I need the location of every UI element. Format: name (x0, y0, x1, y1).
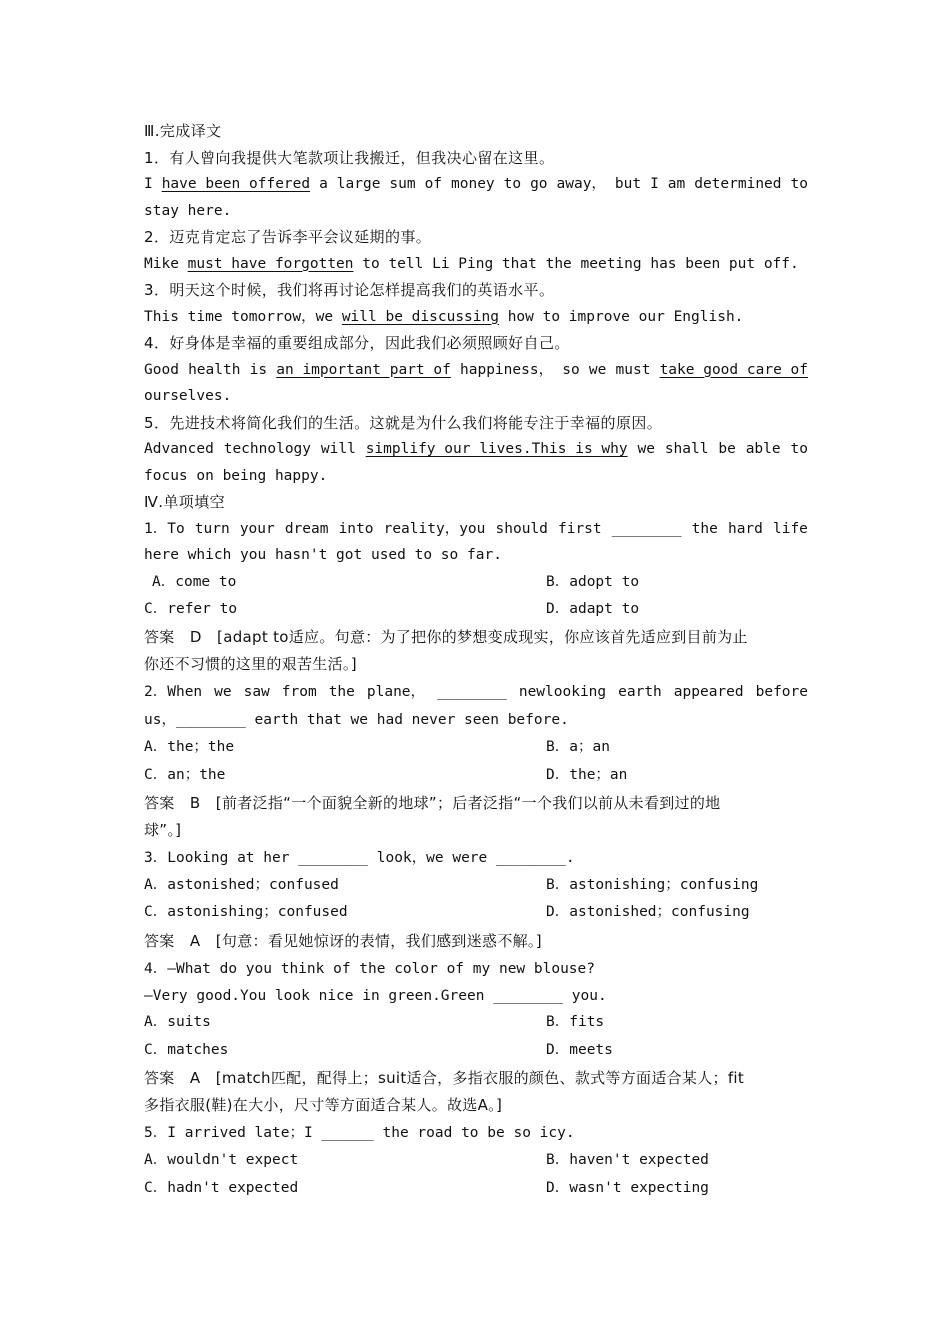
answer-explanation: 答案 D [adapt to适应。句意：为了把你的梦想变成现实，你应该首先适应到目前为止 (144, 628, 748, 647)
options-row (144, 899, 808, 927)
filled-blank: will be discussing (341, 308, 499, 325)
answer-en-line: Advanced technology will simplify our lives.This is why we shall be able to (144, 436, 808, 463)
options-row (144, 1037, 808, 1065)
filled-blank: an important part of (276, 361, 451, 378)
option-b: B．astonishing；confusing (546, 876, 759, 893)
question-stem: —Very good.You look nice in green.Green ________ you. (144, 988, 607, 1005)
option-b: B．haven't expected (546, 1151, 709, 1168)
question-stem: 3．Looking at her ________ look，we were ________. (144, 849, 575, 866)
option-d: D．adapt to (546, 601, 640, 618)
question-stem: us，________ earth that we had never seen before. (144, 712, 569, 729)
option-a: A．the；the (144, 739, 235, 756)
filled-blank: must have forgotten (187, 255, 354, 272)
question-cn: 5．先进技术将简化我们的生活。这就是为什么我们将能专注于幸福的原因。 (144, 413, 663, 432)
option-a: A．come to (152, 573, 237, 590)
options-row (144, 569, 808, 597)
answer-explanation: 答案 A [句意：看见她惊讶的表情，我们感到迷惑不解。] (144, 932, 542, 951)
question-cn: 4．好身体是幸福的重要组成部分，因此我们必须照顾好自己。 (144, 334, 570, 352)
options-row (144, 762, 808, 790)
option-b: B．fits (546, 1014, 605, 1031)
answer-explanation: 答案 B [前者泛指“一个面貌全新的地球”；后者泛指“一个我们以前从未看到过的地 (144, 793, 721, 812)
filled-blank: have been offered (161, 176, 311, 192)
question-stem: 5．I arrived late；I ______ the road to be so icy. (144, 1124, 575, 1141)
option-d: D．the；an (546, 766, 628, 783)
option-c: C．refer to (144, 601, 238, 618)
question-stem: here which you hasn't got used to so far. (144, 547, 502, 563)
question-stem: 4．—What do you think of the color of my new blouse? (144, 961, 595, 978)
answer-explanation: 球”。] (144, 820, 182, 839)
answer-explanation: 你还不习惯的这里的艰苦生活。] (144, 655, 357, 674)
options-row (144, 1175, 808, 1203)
answer-en-line: This time tomorrow，we will be discussing how to improve our English. (144, 308, 744, 325)
option-c: C．matches (144, 1042, 229, 1059)
options-row (144, 872, 808, 900)
option-a: A．astonished；confused (144, 876, 339, 893)
document-page (144, 118, 808, 1202)
section-title: Ⅲ.完成译文 (144, 122, 222, 140)
answer-en-line: stay here. (144, 202, 232, 219)
option-d: D．meets (546, 1042, 613, 1059)
option-b: B．a；an (546, 739, 610, 756)
answer-explanation: 多指衣服(鞋)在大小，尺寸等方面适合某人。故选A。] (144, 1095, 503, 1114)
answer-en-line: I have been offered a large sum of money to go away， but I am determined to (144, 171, 808, 198)
section-title: Ⅳ.单项填空 (144, 493, 226, 511)
question-cn: 1．有人曾向我提供大笔款项让我搬迁，但我决心留在这里。 (144, 148, 555, 167)
answer-en-line: ourselves. (144, 388, 232, 404)
answer-en-line: Good health is an important part of happiness， so we must take good care of (144, 357, 808, 384)
options-row (144, 596, 808, 624)
filled-blank: simplify our lives.This is why (365, 441, 628, 457)
option-d: D．wasn't expecting (546, 1179, 709, 1196)
option-c: C．astonishing；confused (144, 904, 348, 921)
question-stem: 2．When we saw from the plane， ________ newlooking earth appeared before (144, 684, 808, 701)
answer-en-line: Mike must have forgotten to tell Li Ping that the meeting has been put off. (144, 255, 799, 272)
option-c: C．an；the (144, 766, 226, 783)
options-row (144, 734, 808, 762)
question-stem: 1．To turn your dream into reality，you should first ________ the hard life (144, 520, 808, 537)
answer-explanation: 答案 A [match匹配，配得上；suit适合，多指衣服的颜色、款式等方面适合某人；fit (144, 1068, 745, 1087)
option-b: B．adopt to (546, 573, 640, 590)
options-row (144, 1009, 808, 1037)
option-d: D．astonished；confusing (546, 904, 750, 921)
options-row (144, 1147, 808, 1175)
question-cn: 3．明天这个时候，我们将再讨论怎样提高我们的英语水平。 (144, 281, 555, 299)
filled-blank: take good care of (659, 361, 808, 378)
option-a: A．wouldn't expect (144, 1151, 299, 1168)
answer-en-line: focus on being happy. (144, 467, 328, 484)
question-cn: 2．迈克肯定忘了告诉李平会议延期的事。 (144, 228, 432, 246)
option-a: A．suits (144, 1014, 211, 1031)
option-c: C．hadn't expected (144, 1179, 299, 1196)
